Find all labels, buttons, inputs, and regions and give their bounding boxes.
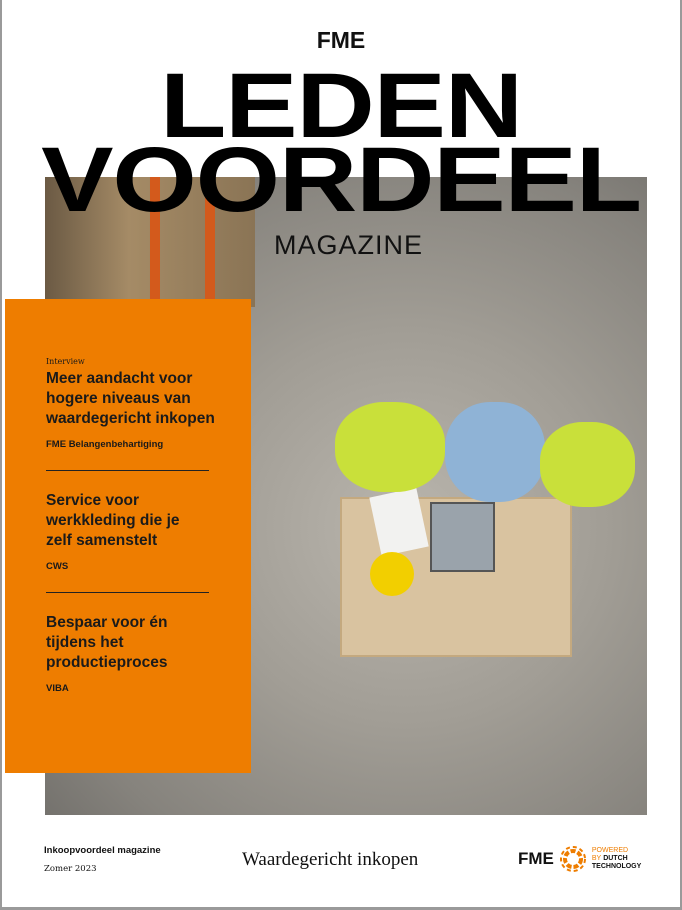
- article-source: VIBA: [46, 683, 69, 694]
- fme-logo: [518, 844, 641, 874]
- worker: [540, 422, 635, 507]
- title-line-2: VOORDEEL: [41, 129, 641, 231]
- logo-brand: FME: [518, 849, 554, 868]
- article-kicker: Interview: [46, 357, 85, 366]
- issue-theme: Waardegericht inkopen: [242, 849, 419, 870]
- article-source: FME Belangenbehartiging: [46, 439, 164, 450]
- divider: [46, 470, 209, 471]
- worker: [335, 402, 445, 492]
- hard-hat: [370, 552, 414, 596]
- article-headline[interactable]: Bespaar voor én tijdens het productieproces: [46, 614, 168, 671]
- article-source: CWS: [46, 561, 69, 572]
- article-panel: [5, 299, 251, 773]
- divider: [46, 592, 209, 593]
- magazine-name: Inkoopvoordeel magazine: [44, 845, 161, 856]
- title-line-1: LEDEN: [159, 55, 523, 157]
- gear-logo-icon: [560, 844, 586, 874]
- article-headline[interactable]: Service voor werkkleding die je zelf samenstelt: [46, 492, 180, 549]
- logo-tagline: POWERED BY DUTCH TECHNOLOGY: [591, 847, 642, 870]
- brand-name: FME: [316, 27, 366, 53]
- laptop: [430, 502, 495, 572]
- title-subtitle: MAGAZINE: [274, 230, 424, 260]
- worker: [445, 402, 545, 502]
- footer-magazine-info: [44, 845, 161, 874]
- article-headline[interactable]: Meer aandacht voor hogere niveaus van waardegericht inkopen: [46, 370, 215, 427]
- edition: Zomer 2023: [44, 864, 97, 874]
